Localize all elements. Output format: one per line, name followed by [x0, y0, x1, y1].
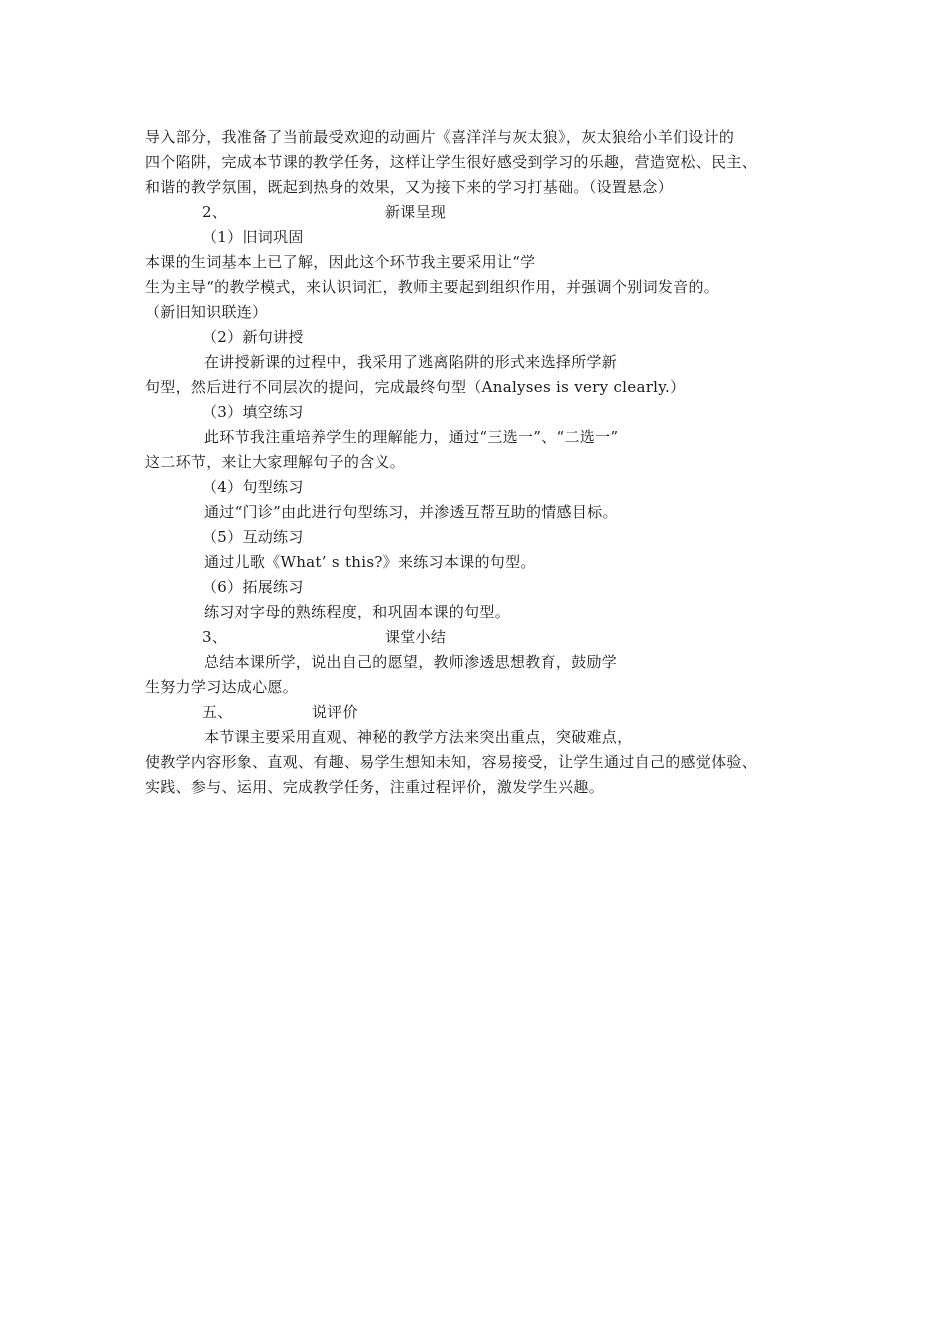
section-2-title: 新课呈现	[385, 203, 447, 221]
para-1-line-2: 生为主导“的教学模式，来认识词汇，教师主要起到组织作用，并强调个别词发音的。	[145, 278, 720, 296]
intro-line-3: 和谐的教学氛围，既起到热身的效果，又为接下来的学习打基础。（设置悬念）	[145, 178, 674, 196]
subsection-3-title: （3）填空练习	[202, 403, 304, 421]
para-2-line-2: 句型，然后进行不同层次的提问，完成最终句型（Analyses is very clearly.）	[145, 378, 686, 396]
section-2-number: 2、	[202, 203, 228, 221]
para-6: 练习对字母的熟练程度，和巩固本课的句型。	[204, 603, 511, 621]
subsection-2-title: （2）新句讲授	[202, 328, 304, 346]
para-7-line-2: 生努力学习达成心愿。	[145, 678, 299, 696]
subsection-4-title: （4）句型练习	[202, 478, 304, 496]
section-5-number: 五、	[202, 703, 233, 721]
para-3-line-1: 此环节我注重培养学生的理解能力，通过“三选一”、“二选一”	[204, 428, 619, 446]
intro-line-2: 四个陷阱，完成本节课的教学任务，这样让学生很好感受到学习的乐趣，营造宽松、民主、	[145, 153, 758, 171]
para-3-line-2: 这二环节，来让大家理解句子的含义。	[145, 453, 406, 471]
para-7-line-1: 总结本课所学，说出自己的愿望，教师渗透思想教育，鼓励学	[204, 653, 618, 671]
para-8-line-1: 本节课主要采用直观、神秘的教学方法来突出重点，突破难点，	[204, 728, 633, 746]
intro-line-1: 导入部分，我准备了当前最受欢迎的动画片《喜洋洋与灰太狼》，灰太狼给小羊们设计的	[145, 128, 735, 146]
section-3-title: 课堂小结	[385, 628, 447, 646]
subsection-5-title: （5）互动练习	[202, 528, 304, 546]
para-4: 通过“门诊”由此进行句型练习，并渗透互帮互助的情感目标。	[204, 503, 618, 521]
subsection-6-title: （6）拓展练习	[202, 578, 304, 596]
section-5-title: 说评价	[312, 703, 358, 721]
para-1-line-1: 本课的生词基本上已了解，因此这个环节我主要采用让“学	[145, 253, 536, 271]
para-8-line-3: 实践、参与、运用、完成教学任务，注重过程评价，激发学生兴趣。	[145, 778, 605, 796]
para-1-line-3: （新旧知识联连）	[145, 303, 268, 321]
section-3-number: 3、	[202, 628, 228, 646]
subsection-1-title: （1）旧词巩固	[202, 228, 304, 246]
para-2-line-1: 在讲授新课的过程中，我采用了逃离陷阱的形式来选择所学新	[204, 353, 618, 371]
para-8-line-2: 使教学内容形象、直观、有趣、易学生想知未知，容易接受，让学生通过自己的感觉体验、	[145, 753, 758, 771]
para-5: 通过儿歌《What’ s this?》来练习本课的句型。	[204, 553, 536, 571]
